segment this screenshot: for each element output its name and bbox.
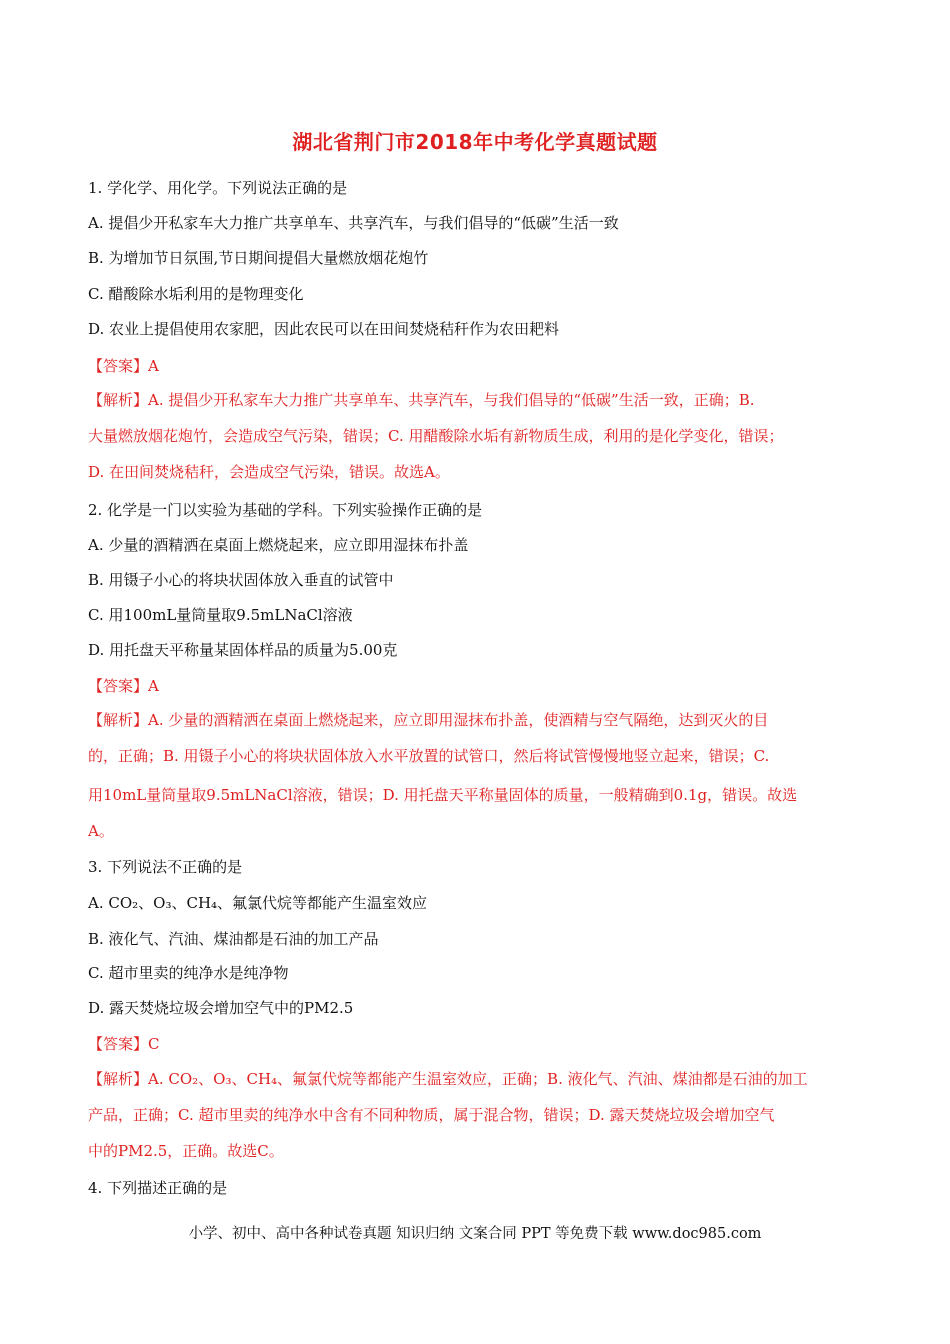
answer-line: 【答案】A <box>88 357 159 375</box>
question-line: A. 提倡少开私家车大力推广共享单车、共享汽车，与我们倡导的“低碳”生活一致 <box>88 214 619 232</box>
question-line: D. 露天焚烧垃圾会增加空气中的PM2.5 <box>88 999 354 1017</box>
question-line: C. 用100mL量筒量取9.5mLNaCl溶液 <box>88 606 353 624</box>
question-line: B. 用镊子小心的将块状固体放入垂直的试管中 <box>88 571 394 589</box>
answer-line: 大量燃放烟花炮竹，会造成空气污染，错误；C. 用醋酸除水垢有新物质生成，利用的是化学变化，错误； <box>88 427 784 445</box>
question-line: C. 超市里卖的纯净水是纯净物 <box>88 964 289 982</box>
question-line: A. CO₂、O₃、CH₄、氟氯代烷等都能产生温室效应 <box>88 894 428 912</box>
question-line: B. 为增加节日氛围,节日期间提倡大量燃放烟花炮竹 <box>88 249 429 267</box>
question-line: A. 少量的酒精洒在桌面上燃烧起来，应立即用湿抹布扑盖 <box>88 536 469 554</box>
answer-line: 【解析】A. 提倡少开私家车大力推广共享单车、共享汽车，与我们倡导的“低碳”生活一致，正确；B. <box>88 391 755 409</box>
answer-line: 【解析】A. CO₂、O₃、CH₄、氟氯代烷等都能产生温室效应，正确；B. 液化气、汽油、煤油都是石油的加工 <box>88 1070 808 1088</box>
answer-line: 【答案】A <box>88 677 159 695</box>
document-title: 湖北省荆门市2018年中考化学真题试题 <box>292 130 658 154</box>
question-line: 4. 下列描述正确的是 <box>88 1179 228 1197</box>
question-line: B. 液化气、汽油、煤油都是石油的加工产品 <box>88 930 379 948</box>
question-line: C. 醋酸除水垢利用的是物理变化 <box>88 285 304 303</box>
answer-line: 的，正确；B. 用镊子小心的将块状固体放入水平放置的试管口，然后将试管慢慢地竖立起来，错误；C. <box>88 747 770 765</box>
answer-line: 【答案】C <box>88 1035 160 1053</box>
answer-line: D. 在田间焚烧秸秆，会造成空气污染，错误。故选A。 <box>88 463 450 481</box>
question-line: 2. 化学是一门以实验为基础的学科。下列实验操作正确的是 <box>88 501 483 519</box>
answer-line: 【解析】A. 少量的酒精洒在桌面上燃烧起来，应立即用湿抹布扑盖，使酒精与空气隔绝，达到灭火的目 <box>88 711 769 729</box>
question-line: 3. 下列说法不正确的是 <box>88 858 243 876</box>
answer-line: 产品，正确；C. 超市里卖的纯净水中含有不同种物质，属于混合物，错误；D. 露天焚烧垃圾会增加空气 <box>88 1106 775 1124</box>
page-footer: 小学、初中、高中各种试卷真题 知识归纳 文案合同 PPT 等免费下载 www.doc985.com <box>188 1226 762 1242</box>
answer-line: 用10mL量筒量取9.5mLNaCl溶液，错误；D. 用托盘天平称量固体的质量，一般精确到0.1g，错误。故选 <box>88 786 798 804</box>
question-line: 1. 学化学、用化学。下列说法正确的是 <box>88 179 348 197</box>
answer-line: A。 <box>88 822 114 840</box>
question-line: D. 用托盘天平称量某固体样品的质量为5.00克 <box>88 641 398 659</box>
question-line: D. 农业上提倡使用农家肥，因此农民可以在田间焚烧秸秆作为农田耙料 <box>88 320 560 338</box>
answer-line: 中的PM2.5，正确。故选C。 <box>88 1142 284 1160</box>
